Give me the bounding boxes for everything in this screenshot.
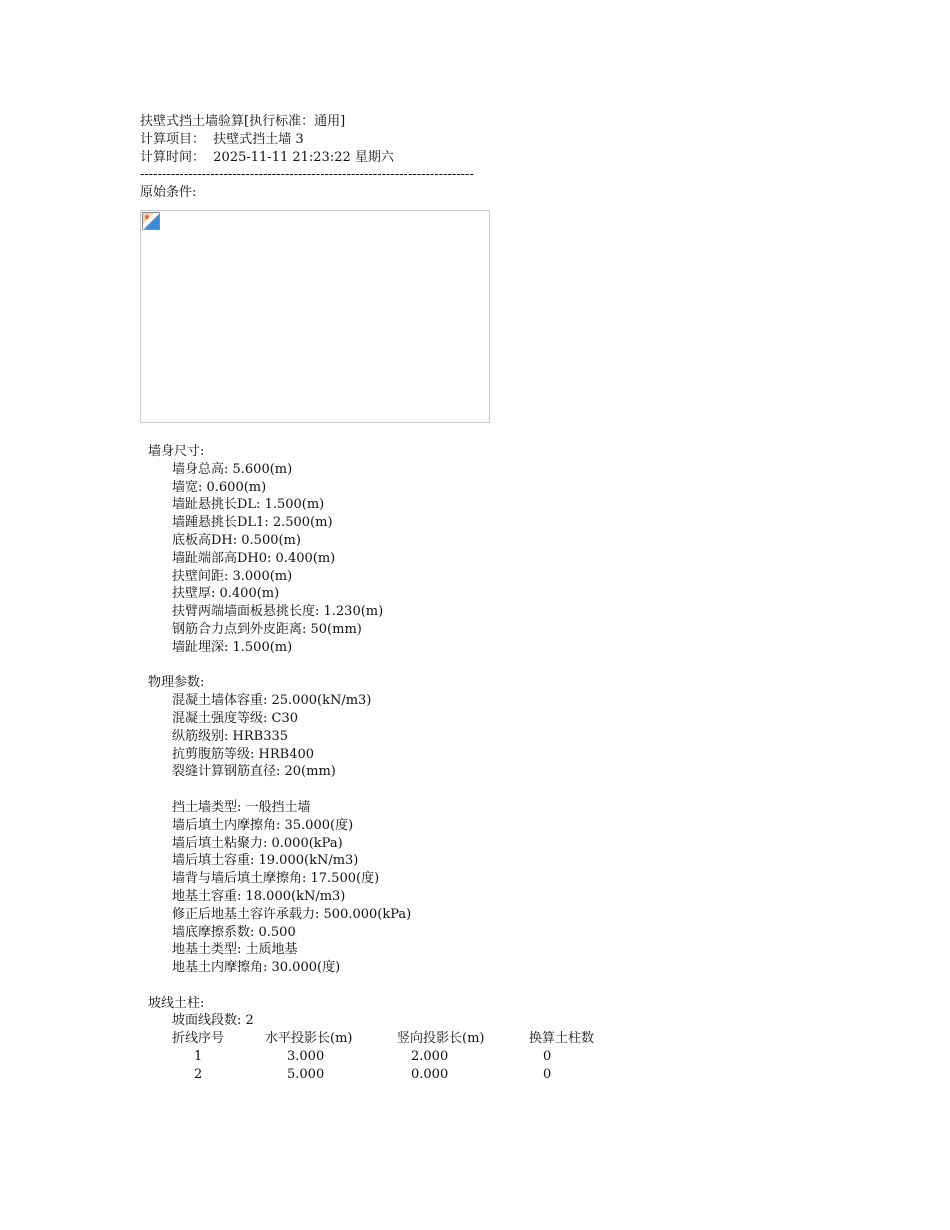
wall-dims-item: 钢筋合力点到外皮距离: 50(mm) bbox=[172, 621, 362, 637]
physical-item: 地基土内摩擦角: 30.000(度) bbox=[172, 960, 341, 976]
wall-dims-item: 底板高DH: 0.500(m) bbox=[172, 532, 301, 548]
project-label: 计算项目： bbox=[140, 131, 206, 147]
wall-dims-item: 扶臂两端墙面板悬挑长度: 1.230(m) bbox=[172, 604, 384, 620]
wall-dims-item: 墙趾埋深: 1.500(m) bbox=[172, 639, 293, 655]
wall-dims-item: 墙趾端部高DH0: 0.400(m) bbox=[172, 550, 336, 566]
wall-diagram-image bbox=[140, 210, 490, 423]
wall-dims-item: 墙趾悬挑长DL: 1.500(m) bbox=[172, 497, 325, 513]
slope-table-header bbox=[140, 1030, 920, 1048]
table-cell: 3.000 bbox=[287, 1049, 325, 1065]
wall-dims-item: 墙宽: 0.600(m) bbox=[172, 479, 267, 495]
physical-item: 墙后填土粘聚力: 0.000(kPa) bbox=[172, 835, 343, 851]
divider-line: ---------------------------------------------------------------------------- bbox=[140, 167, 474, 183]
wall-dims-section bbox=[140, 443, 920, 657]
table-cell: 1 bbox=[194, 1049, 203, 1065]
report-title: 扶壁式挡土墙验算[执行标准：通用] bbox=[140, 114, 346, 129]
time-value: 2025-11-11 21:23:22 星期六 bbox=[213, 149, 394, 165]
table-row bbox=[140, 1048, 920, 1066]
wall-dims-item: 墙身总高: 5.600(m) bbox=[172, 461, 293, 477]
col-header: 换算土柱数 bbox=[529, 1031, 595, 1047]
physical-item: 墙背与墙后填土摩擦角: 17.500(度) bbox=[172, 871, 380, 887]
wall-dims-item: 扶壁厚: 0.400(m) bbox=[172, 586, 280, 602]
project-line bbox=[140, 131, 920, 149]
calc-report bbox=[140, 113, 920, 1084]
table-cell: 5.000 bbox=[287, 1066, 325, 1082]
physical-section bbox=[140, 674, 920, 977]
physical-item: 裂缝计算钢筋直径: 20(mm) bbox=[172, 764, 336, 780]
physical-item: 混凝土墙体容重: 25.000(kN/m3) bbox=[172, 693, 372, 709]
physical-title: 物理参数: bbox=[148, 675, 205, 691]
physical-item: 地基土容重: 18.000(kN/m3) bbox=[172, 888, 346, 904]
broken-image-icon bbox=[142, 212, 160, 230]
physical-item: 抗剪腹筋等级: HRB400 bbox=[172, 746, 315, 762]
physical-item: 地基土类型: 土质地基 bbox=[172, 942, 298, 958]
table-cell: 2 bbox=[194, 1066, 203, 1082]
table-cell: 0 bbox=[543, 1049, 552, 1065]
col-header: 折线序号 bbox=[172, 1031, 225, 1047]
slope-section bbox=[140, 995, 920, 1084]
time-label: 计算时间： bbox=[140, 149, 206, 165]
table-cell: 0.000 bbox=[411, 1066, 449, 1082]
col-header: 水平投影长(m) bbox=[265, 1031, 353, 1047]
table-cell: 0 bbox=[543, 1066, 552, 1082]
original-conditions-label: 原始条件: bbox=[140, 185, 197, 201]
col-header: 竖向投影长(m) bbox=[397, 1031, 485, 1047]
slope-title: 坡线土柱: bbox=[148, 995, 205, 1011]
time-line bbox=[140, 149, 920, 167]
table-row bbox=[140, 1066, 920, 1084]
wall-dims-item: 墙踵悬挑长DL1: 2.500(m) bbox=[172, 515, 333, 531]
physical-item: 墙底摩擦系数: 0.500 bbox=[172, 924, 296, 940]
physical-item: 墙后填土内摩擦角: 35.000(度) bbox=[172, 817, 354, 833]
slope-segments: 坡面线段数: 2 bbox=[172, 1013, 254, 1029]
physical-item: 修正后地基土容许承载力: 500.000(kPa) bbox=[172, 906, 412, 922]
physical-item: 挡土墙类型: 一般挡土墙 bbox=[172, 799, 311, 815]
project-value: 扶壁式挡土墙 3 bbox=[213, 131, 304, 147]
wall-dims-title: 墙身尺寸: bbox=[148, 443, 205, 459]
physical-item: 混凝土强度等级: C30 bbox=[172, 710, 299, 726]
physical-item: 纵筋级别: HRB335 bbox=[172, 728, 289, 744]
table-cell: 2.000 bbox=[411, 1049, 449, 1065]
wall-dims-item: 扶壁间距: 3.000(m) bbox=[172, 568, 293, 584]
physical-item: 墙后填土容重: 19.000(kN/m3) bbox=[172, 853, 359, 869]
